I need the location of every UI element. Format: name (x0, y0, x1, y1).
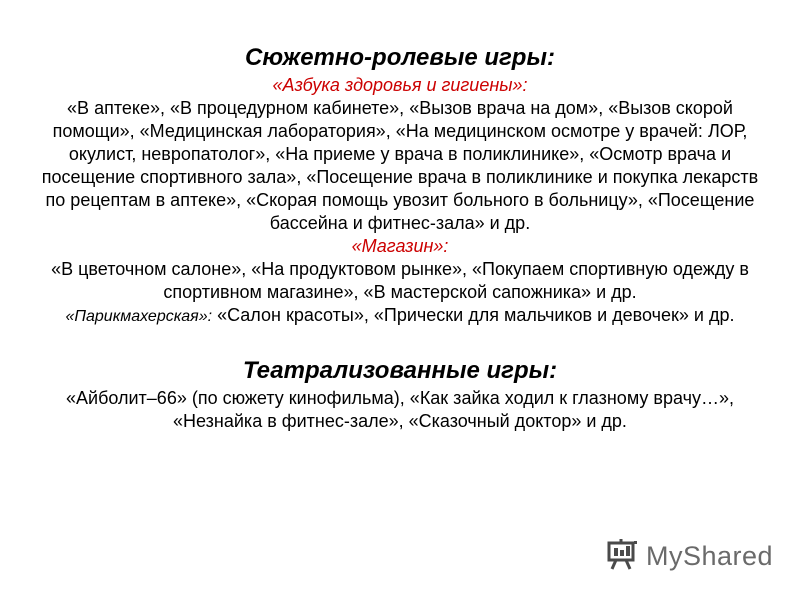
section-title-theatre-games: Театрализованные игры: (242, 357, 558, 384)
slide-content (40, 42, 760, 433)
paragraph-theatre-games: «Айболит–66» (по сюжету кинофильма), «Как зайка ходил к глазному врачу…», «Незнайка в фитнес-зале», «Сказочный доктор» и др. (66, 388, 734, 431)
subheading-barber: «Парикмахерская»: (65, 308, 213, 325)
section-title-role-games: Сюжетно-ролевые игры: (245, 44, 555, 71)
subheading-shop: «Магазин»: (351, 236, 449, 256)
watermark-logo (606, 536, 774, 576)
paragraph-shop-games: «В цветочном салоне», «На продуктовом рынке», «Покупаем спортивную одежду в спортивном магазине», «В мастерской сапожника» и др. (51, 259, 749, 302)
presentation-board-icon (606, 537, 640, 576)
paragraph-barber (40, 304, 760, 328)
barber-games-text: «Салон красоты», «Прически для мальчиков и девочек» и др. (212, 305, 735, 325)
section-spacer (40, 328, 760, 351)
paragraph-health-games: «В аптеке», «В процедурном кабинете», «Вызов врача на дом», «Вызов скорой помощи», «Медицинская лаборатория», «На медицинском осмотре у врачей: ЛОР, окулист, невропатолог», «На приеме у врача в поликлинике», «Осмотр врача и посещение спортивного зала», «Посещение врача в поликлинике и покупка лекарств по рецептам в аптеке», «Скорая помощь увозит больного в больницу», «Посещение бассейна и фитнес-зала» и др. (41, 98, 759, 233)
subheading-health: «Азбука здоровья и гигиены»: (272, 75, 528, 95)
watermark-text: MyShared (646, 540, 774, 571)
